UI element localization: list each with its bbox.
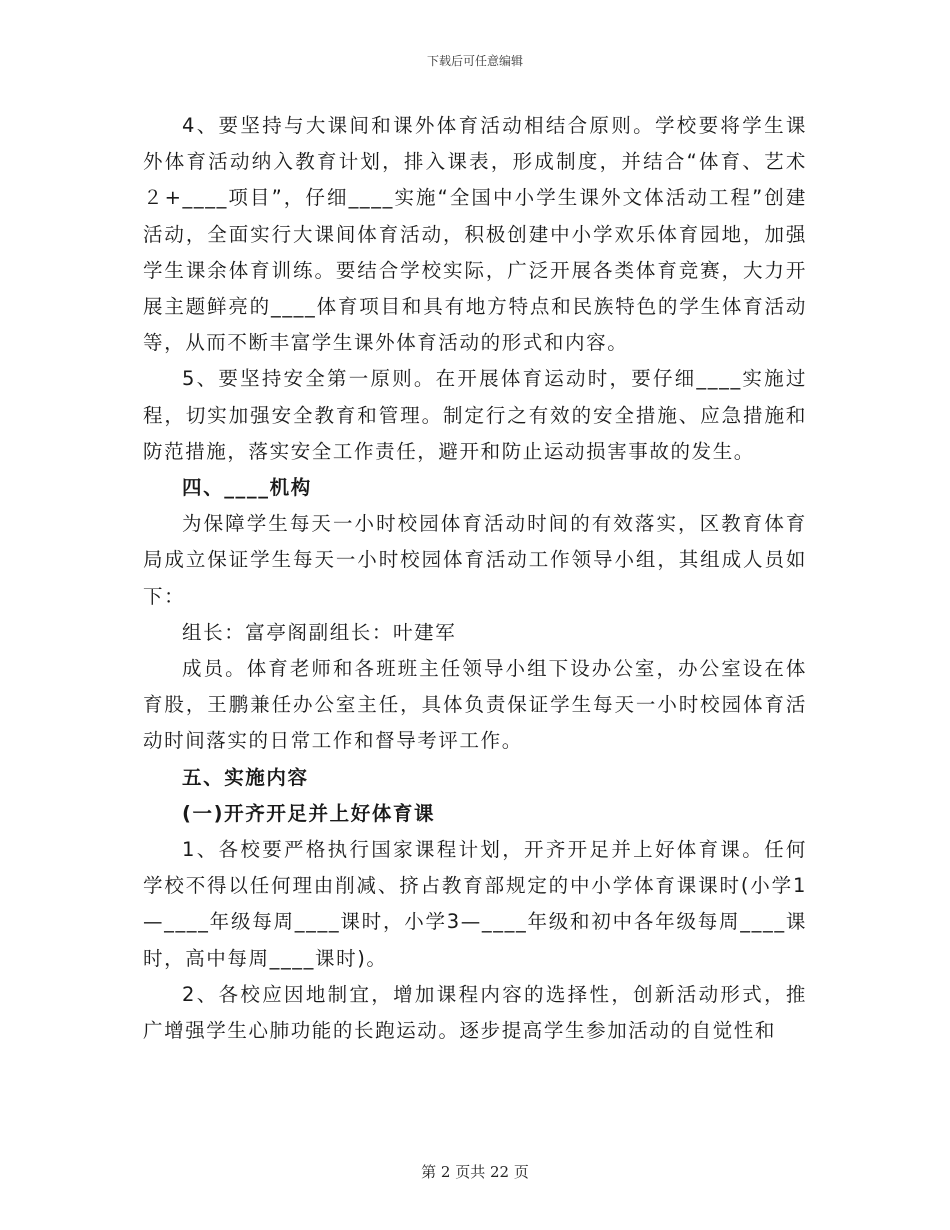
paragraph-organization-intro: 为保障学生每天一小时校园体育活动时间的有效落实，区教育体育局成立保证学生每天一小时校园体育活动工作领导小组，其组成人员如下： [143,512,807,608]
section-heading-organization: 四、____机构 [182,476,312,500]
paragraph-principle-5: 5、要坚持安全第一原则。在开展体育运动时，要仔细____实施过程，切实加强安全教育和管理。制定行之有效的安全措施、应急措施和防范措施，落实安全工作责任，避开和防止运动损害事故的发生。 [143,367,807,463]
section-heading-implementation: 五、实施内容 [182,765,309,789]
page-number-footer: 第 2 页共 22 页 [421,1163,529,1181]
page-header-note: 下载后可任意编辑 [426,54,523,68]
paragraph-principle-4: 4、要坚持与大课间和课外体育活动相结合原则。学校要将学生课外体育活动纳入教育计划，排入课表，形成制度，并结合“体育、艺术２+____项目”，仔细____实施“全国中小学生课外文体活动工程”创建活动，全面实行大课间体育活动，积极创建中小学欢乐体育园地，加强学生课余体育训练。要结合学校实际，广泛开展各类体育竞赛，大力开展主题鲜亮的____体育项目和具有地方特点和民族特色的学生体育活动等，从而不断丰富学生课外体育活动的形式和内容。 [143,114,807,355]
paragraph-item-1: 1、各校要严格执行国家课程计划，开齐开足并上好体育课。任何学校不得以任何理由削减、挤占教育部规定的中小学体育课课时(小学1—____年级每周____课时，小学3—____年级和初中各年级每周____课时，高中每周____课时)。 [143,838,807,970]
subsection-heading-pe-classes: (一)开齐开足并上好体育课 [182,801,436,825]
paragraph-item-2: 2、各校应因地制宜，增加课程内容的选择性，创新活动形式，推广增强学生心肺功能的长跑运动。逐步提高学生参加活动的自觉性和 [143,982,807,1043]
paragraph-members: 成员。体育老师和各班班主任领导小组下设办公室，办公室设在体育股，王鹏兼任办公室主任，具体负责保证学生每天一小时校园体育活动时间落实的日常工作和督导考评工作。 [143,657,807,753]
document-body [143,108,807,1049]
paragraph-leaders: 组长：富亭阁副组长：叶建军 [182,620,457,644]
